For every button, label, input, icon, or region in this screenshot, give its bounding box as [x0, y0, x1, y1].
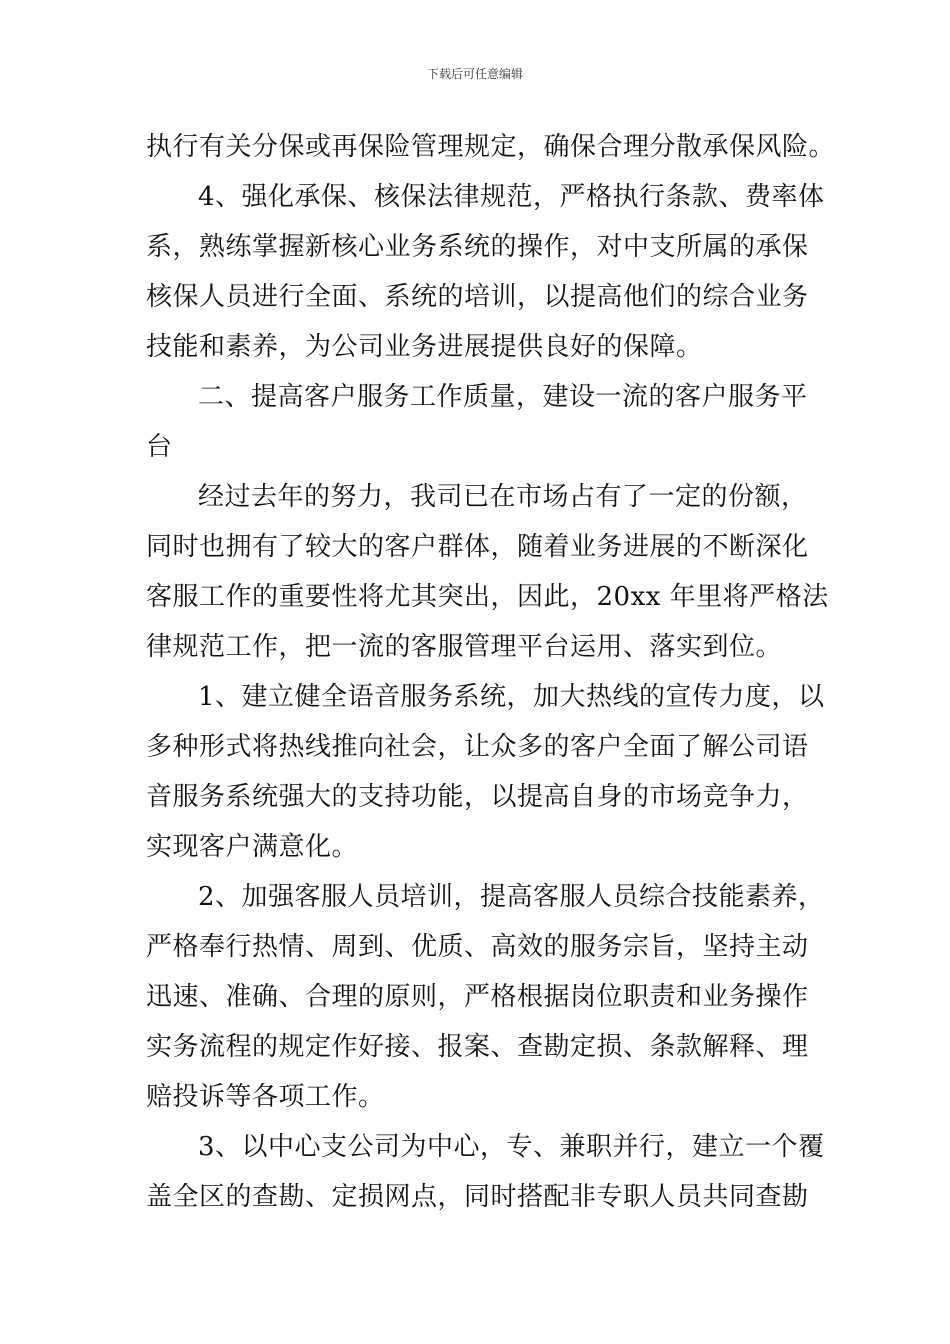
text-line: 律规范工作，把一流的客服管理平台运用、落实到位。	[146, 632, 783, 662]
page-header: 下载后可任意编辑	[426, 67, 523, 81]
text-line: 实现客户满意化。	[146, 832, 359, 862]
text-line: 实务流程的规定作好接、报案、查勘定损、条款解释、理	[146, 1032, 809, 1062]
text-line: 技能和素养，为公司业务进展提供良好的保障。	[146, 332, 703, 362]
text-line: 赔投诉等各项工作。	[146, 1082, 385, 1112]
text-line: 3、以中心支公司为中心，专、兼职并行，建立一个覆	[198, 1132, 825, 1162]
text-line: 严格奉行热情、周到、优质、高效的服务宗旨，坚持主动	[146, 932, 809, 962]
text-line: 经过去年的努力，我司已在市场占有了一定的份额，	[198, 482, 808, 512]
section-heading-line: 台	[146, 432, 173, 462]
section-heading-line: 二、提高客户服务工作质量，建设一流的客户服务平	[198, 382, 808, 412]
text-line: 盖全区的查勘、定损网点，同时搭配非专职人员共同查勘	[146, 1182, 809, 1212]
text-line: 迅速、准确、合理的原则，严格根据岗位职责和业务操作	[146, 982, 809, 1012]
text-line: 执行有关分保或再保险管理规定，确保合理分散承保风险。	[146, 132, 836, 162]
text-line: 客服工作的重要性将尤其突出，因此，20xx 年里将严格法	[146, 582, 829, 612]
text-line: 音服务系统强大的支持功能，以提高自身的市场竞争力，	[146, 782, 809, 812]
text-line: 多种形式将热线推向社会，让众多的客户全面了解公司语	[146, 732, 809, 762]
document-body	[146, 122, 836, 1222]
text-line: 同时也拥有了较大的客户群体，随着业务进展的不断深化	[146, 532, 809, 562]
text-line: 4、强化承保、核保法律规范，严格执行条款、费率体	[198, 182, 825, 212]
text-line: 核保人员进行全面、系统的培训，以提高他们的综合业务	[146, 282, 809, 312]
text-line: 系，熟练掌握新核心业务系统的操作，对中支所属的承保	[146, 232, 809, 262]
text-line: 2、加强客服人员培训，提高客服人员综合技能素养，	[198, 882, 825, 912]
text-line: 1、建立健全语音服务系统，加大热线的宣传力度，以	[198, 682, 825, 712]
